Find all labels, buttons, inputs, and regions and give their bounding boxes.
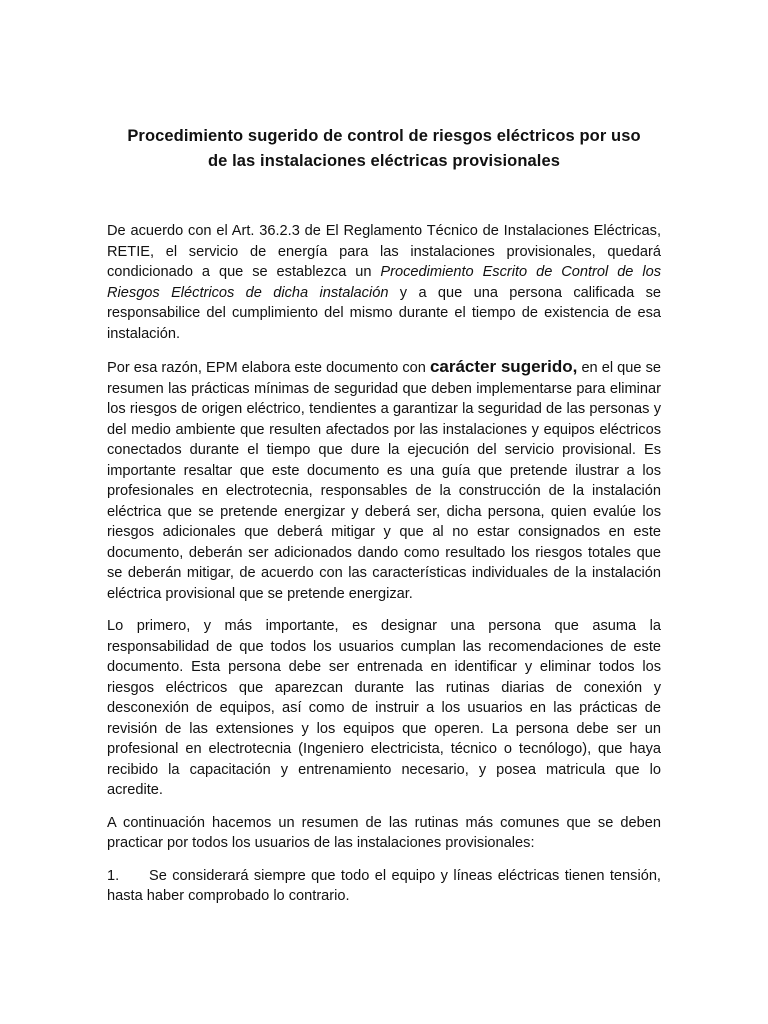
paragraph-retie [107,221,661,344]
paragraph-1-text-end: y a que una persona calificada se responsabilice del cumplimiento del mismo durante el tiempo de existencia de esa instalación. [107,284,661,342]
paragraph-1-text: De acuerdo con el Art. 36.2.3 de El Reglamento Técnico de Instalaciones Eléctricas, RETIE, el servicio de energía para las instalaciones provisionales, quedará condicionado a que se establezca un [107,223,661,280]
paragraph-routines-intro: A continuación hacemos un resumen de las rutinas más comunes que se deben practicar por todos los usuarios de las instalaciones provisionales: [107,814,661,851]
title-line-1: Procedimiento sugerido de control de riesgos eléctricos por uso [127,127,641,145]
paragraph-responsible-person: Lo primero, y más importante, es designar una persona que asuma la responsabilidad de que todos los usuarios cumplan las recomendaciones de este documento. Esta persona debe ser entrenada en identificar y eliminar todos los riesgos eléctricos que aparezcan durante las rutinas diarias de conexión y desconexión de equipos, así como de instruir a los usuarios en las prácticas de revisión de las extensiones y los equipos que operen. La persona debe ser un profesional en electrotecnia (Ingeniero electricista, técnico o tecnólogo), que haya recibido la capacitación y entrenamiento necesario, y posea matricula que lo acredite. [107,618,661,798]
list-item-number: 1. [107,867,120,884]
paragraph-2-text: Por esa razón, EPM elabora este documento con [107,360,430,376]
list-item [107,866,661,907]
document-page [107,124,661,907]
paragraph-2-text-end: en el que se resumen las prácticas mínimas de seguridad que deben implementarse para eliminar los riesgos de origen eléctrico, tendientes a garantizar la seguridad de las personas y del medio ambiente que resulten afectados por las instalaciones y equipos eléctricos conectados durante el tiempo que dure la ejecución del servicio provisional. Es importante resaltar que este documento es una guía que pretende ilustrar a los profesionales en electrotecnia, responsables de la construcción de la instalación eléctrica que se pretende energizar y deberá ser, dicha persona, quien evalúe los riesgos adicionales que deberá mitigar y que al no estar consignados en este documento, deberán ser adicionados dando como resultado los riesgos totales que se deberán mitigar, de acuerdo con las características individuales de la instalación eléctrica provisional que se pretende energizar. [107,360,661,602]
document-title [107,124,661,174]
paragraph-epm [107,357,661,604]
paragraph-1-italic: Procedimiento Escrito de Control de los Riesgos Eléctricos de dicha instalación [107,264,661,301]
title-line-2: de las instalaciones eléctricas provisionales [207,152,561,170]
paragraph-2-bold: carácter sugerido, [429,357,578,376]
list-item-text: Se considerará siempre que todo el equipo y líneas eléctricas tienen tensión, hasta haber comprobado lo contrario. [107,867,661,904]
